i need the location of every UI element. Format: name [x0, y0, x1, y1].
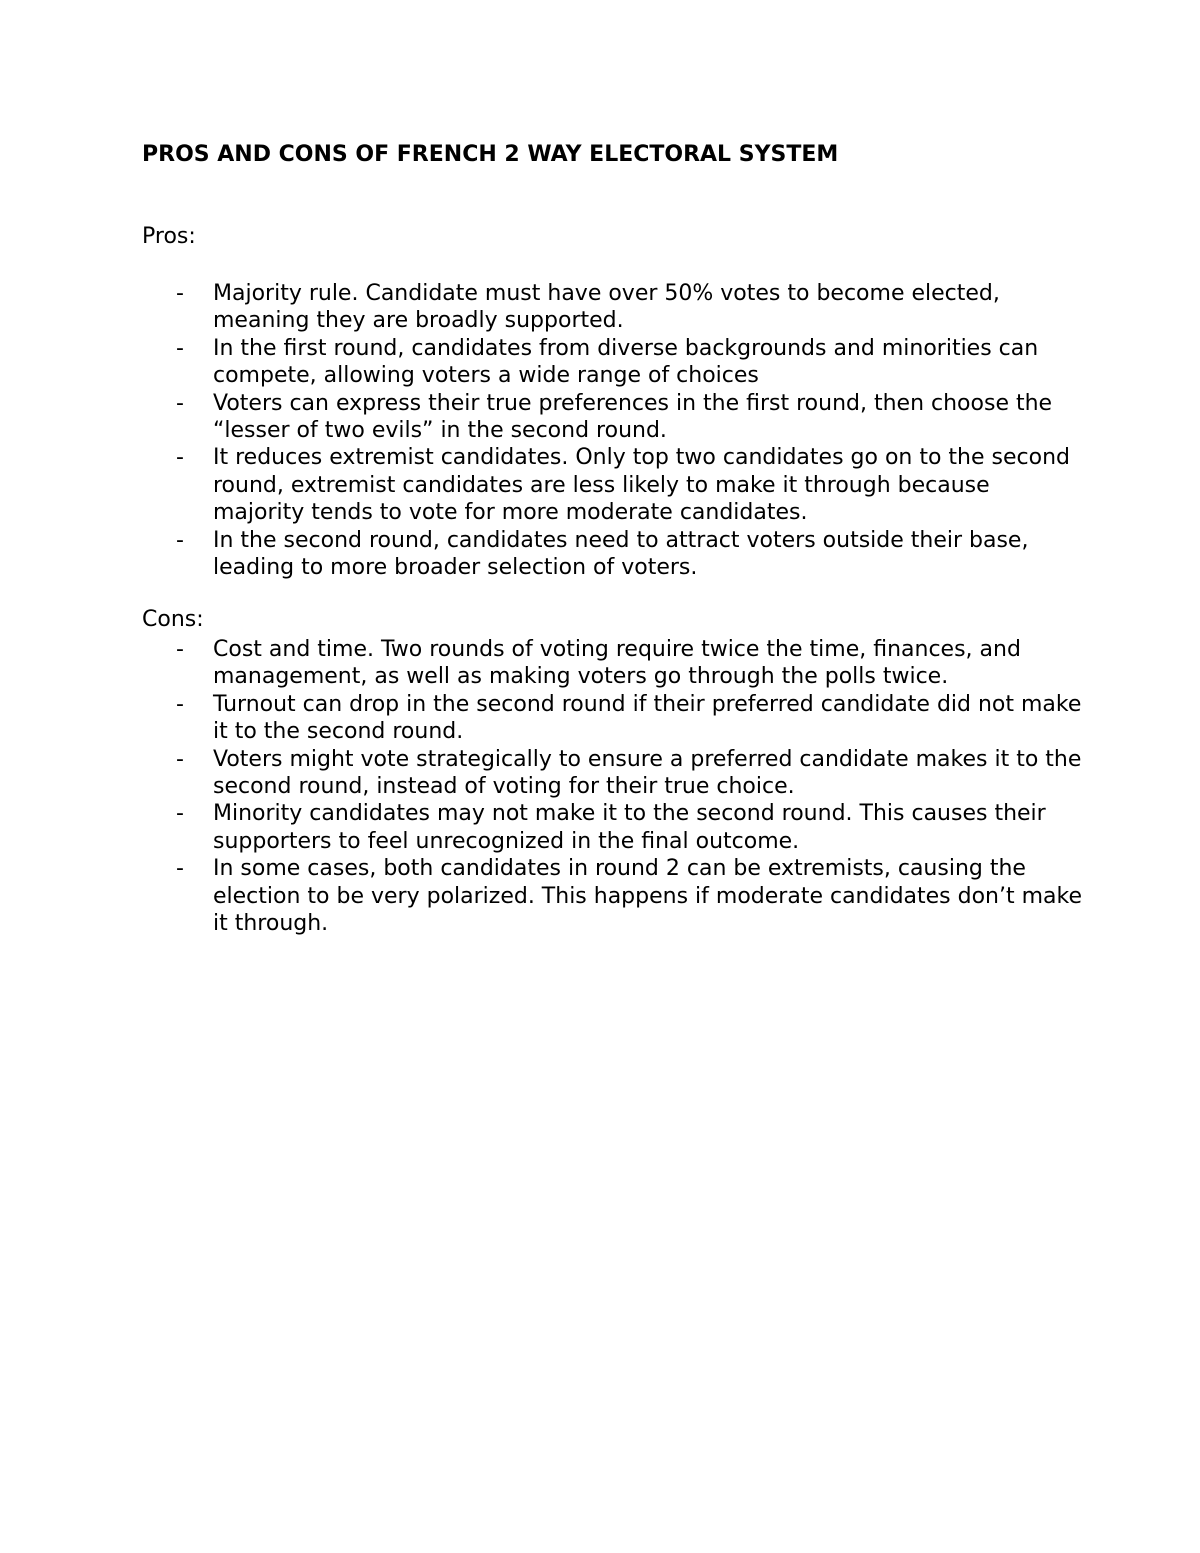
bullet-dash: - — [176, 637, 184, 662]
cons-item-text: Turnout can drop in the second round if their preferred candidate did not make it to the second round. — [213, 691, 1082, 745]
bullet-dash: - — [176, 445, 184, 471]
cons-list-item — [142, 746, 1082, 801]
pros-heading: Pros: — [142, 224, 196, 249]
pros-item-text: Majority rule. Candidate must have over 50% votes to become elected, meaning they are broadly supported. — [213, 281, 1000, 334]
bullet-dash: - — [176, 691, 184, 717]
cons-list-item — [142, 636, 1082, 691]
pros-list — [142, 280, 1082, 581]
pros-item-text: In the first round, candidates from diverse backgrounds and minorities can compete, allowing voters a wide range of choices — [213, 335, 1039, 389]
pros-item-text: In the second round, candidates need to attract voters outside their base, leading to more broader selection of voters. — [213, 527, 1029, 581]
bullet-dash: - — [176, 746, 184, 772]
page-title: PROS AND CONS OF FRENCH 2 WAY ELECTORAL SYSTEM — [142, 142, 839, 167]
cons-list — [142, 636, 1082, 937]
cons-item-text: In some cases, both candidates in round 2 can be extremists, causing the election to be very polarized. This happens if moderate candidates don’t make it through. — [213, 856, 1083, 937]
cons-list-item — [142, 691, 1082, 746]
cons-item-text: Voters might vote strategically to ensure a preferred candidate makes it to the second round, instead of voting for their true choice. — [213, 746, 1082, 800]
cons-item-text: Minority candidates may not make it to the second round. This causes their supporters to feel unrecognized in the final outcome. — [213, 801, 1046, 854]
bullet-dash: - — [176, 390, 184, 416]
pros-item-text: It reduces extremist candidates. Only top two candidates go on to the second round, extremist candidates are less likely to make it through because majority tends to vote for more moderate candidates. — [213, 445, 1070, 526]
cons-list-item — [142, 855, 1082, 937]
pros-list-item — [142, 444, 1082, 526]
pros-list-item — [142, 527, 1082, 582]
pros-list-item — [142, 335, 1082, 390]
pros-list-item — [142, 280, 1082, 335]
cons-heading: Cons: — [142, 607, 204, 632]
cons-item-text: Cost and time. Two rounds of voting require twice the time, finances, and management, as well as making voters go through the polls twice. — [213, 637, 1021, 690]
bullet-dash: - — [176, 335, 184, 361]
bullet-dash: - — [176, 281, 184, 306]
bullet-dash: - — [176, 801, 184, 827]
bullet-dash: - — [176, 856, 184, 882]
cons-list-item — [142, 800, 1082, 855]
pros-list-item — [142, 390, 1082, 445]
bullet-dash: - — [176, 527, 184, 553]
pros-item-text: Voters can express their true preferences in the first round, then choose the “lesser of two evils” in the second round. — [213, 390, 1053, 444]
